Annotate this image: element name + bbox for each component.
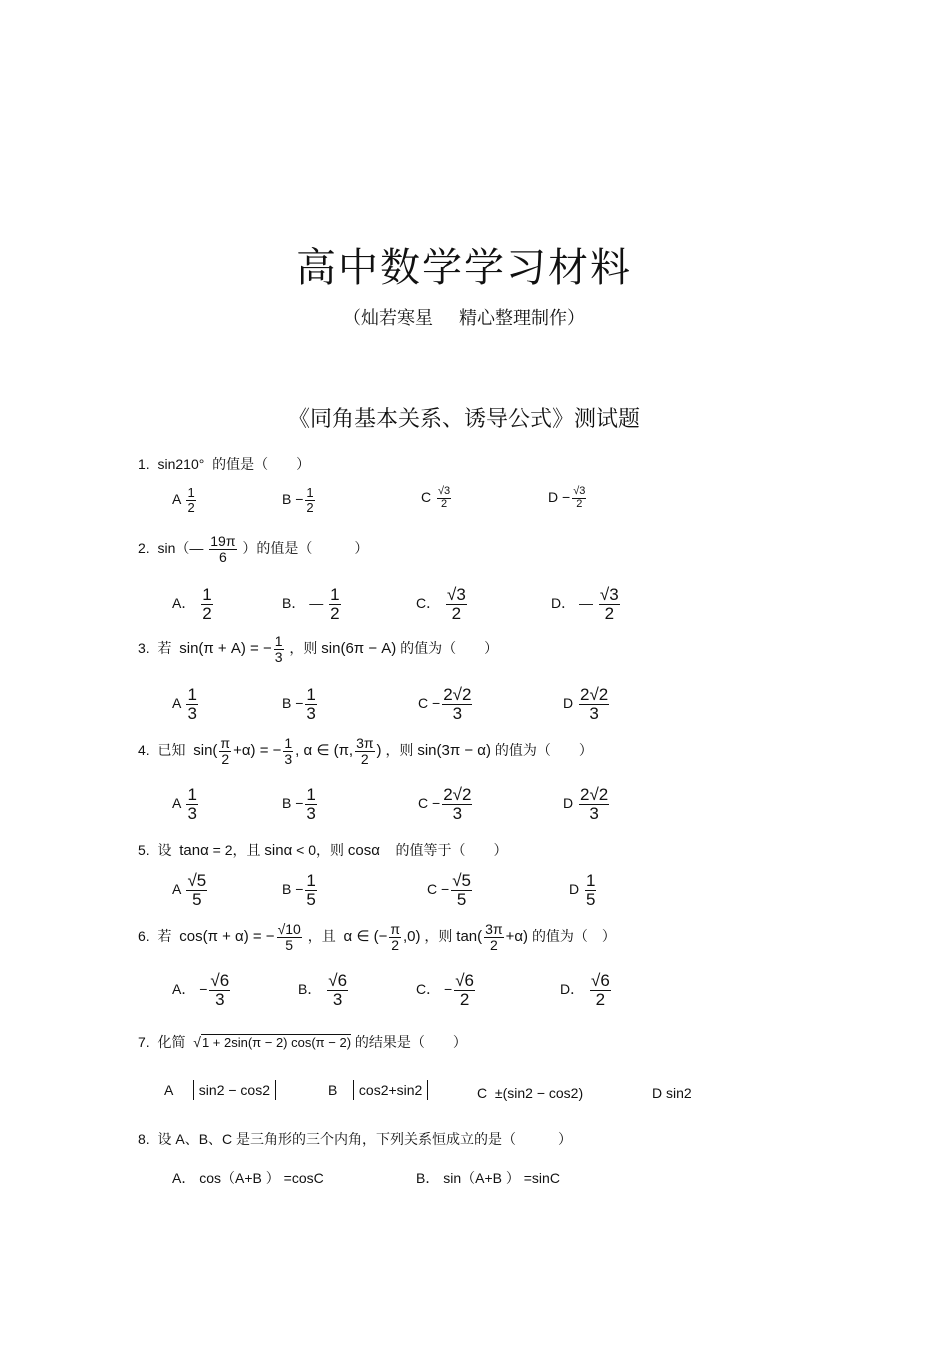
question-1 [138, 454, 310, 474]
q2-option-a[interactable] [172, 586, 215, 623]
option-label: C [421, 488, 432, 505]
option-label: D [563, 795, 574, 812]
q4-close: ) [376, 741, 382, 759]
minus-sign: − [295, 695, 304, 712]
q4-zhi: 已知 [157, 741, 186, 758]
q2-tail: ）的值是（ ） [242, 539, 369, 556]
fraction: $\frac{1}{3}$ [274, 633, 283, 665]
q1-option-b[interactable] [282, 486, 317, 514]
q8-stem: 设 A、B、C 是三角形的三个内角，下列关系恒成立的是（ ） [157, 1131, 573, 1147]
q2-number: 2. [138, 539, 150, 556]
minus-sign: − [444, 981, 453, 998]
option-label: A [164, 1082, 174, 1098]
q6-option-d[interactable] [560, 972, 613, 1009]
question-7 [138, 1032, 467, 1052]
q6-cos: cos(π + α) = − [179, 927, 275, 945]
option-label: B [282, 695, 292, 712]
q3-option-b[interactable] [282, 686, 319, 723]
option-label: C [418, 695, 429, 712]
fraction: $\frac{1}{3}$ [284, 735, 293, 767]
option-label: A [172, 795, 181, 812]
option-label: D [569, 881, 580, 898]
test-title: 《同角基本关系、诱导公式》测试题 [287, 407, 640, 432]
q1-option-a[interactable] [172, 486, 198, 514]
q4-in: , α ∈ (π, [295, 741, 354, 759]
minus-sign: − [432, 795, 441, 812]
subtitle [0, 304, 928, 330]
q5-sin: sinα [264, 842, 293, 859]
option-value: D sin2 [652, 1085, 692, 1101]
fraction: $\frac{1}{2}$ [187, 485, 195, 515]
fraction: $\frac{√6}{2}$ [591, 971, 610, 1009]
q4-tail: 的值为（ ） [494, 741, 593, 758]
q8-option-a[interactable] [172, 1168, 324, 1188]
fraction: $\frac{19\pi}{6}$ [210, 533, 236, 565]
q7-option-a[interactable] [164, 1082, 276, 1098]
q5-tail: 的值等于（ ） [395, 842, 508, 858]
option-label: C [418, 795, 429, 812]
option-label: C [477, 1085, 488, 1101]
q1-option-c[interactable] [421, 486, 453, 510]
fraction: $\frac{\pi}{2}$ [220, 735, 231, 767]
q6-zero: ,0) [403, 927, 421, 945]
minus-sign: − [441, 881, 450, 898]
fraction: $\frac{1}{3}$ [306, 685, 316, 723]
subtitle-left: （灿若寒星 [343, 308, 433, 329]
option-label: C [427, 881, 438, 898]
fraction: $\frac{2√2}{3}$ [443, 685, 472, 723]
option-label: B [282, 795, 292, 812]
fraction: $\frac{2√2}{3}$ [580, 685, 609, 723]
option-label: A． [172, 981, 196, 998]
dash-sign: — [309, 595, 324, 612]
option-label: D [548, 488, 559, 505]
q4-mid: ，则 [385, 741, 414, 758]
fraction: $\frac{1}{3}$ [187, 785, 197, 823]
option-label: A [172, 695, 181, 712]
q1-tail: 的值是（ ） [212, 456, 311, 472]
minus-sign: − [199, 981, 208, 998]
q4-sin: sin( [193, 741, 218, 759]
q6-ruo: 若 [157, 927, 172, 944]
q3-expr1: sin(π + A) = − [179, 639, 272, 657]
question-2 [138, 534, 368, 564]
option-label: B． [282, 595, 306, 612]
q6-plusa: +α) [505, 927, 529, 945]
fraction: $\frac{√5}{5}$ [187, 871, 207, 909]
q5-lt0: < 0，则 [296, 842, 345, 858]
fraction: $\frac{1}{2}$ [330, 585, 340, 623]
question-5 [138, 840, 508, 860]
fraction: $\frac{\pi}{2}$ [390, 921, 400, 953]
option-value: sin2 − cos2 [193, 1080, 276, 1100]
q7-radicand: 1 + 2sin(π − 2) cos(π − 2) [201, 1035, 352, 1050]
fraction: $\frac{√3}{2}$ [447, 585, 466, 623]
q5-tan: tanα [179, 842, 209, 859]
fraction: $\frac{√10}{5}$ [277, 921, 301, 953]
dash-sign: — [579, 595, 594, 612]
sqrt-symbol: √ [193, 1034, 201, 1050]
page-title: 高中数学学习材料 [296, 245, 632, 291]
option-label: C． [416, 981, 441, 998]
q6-in: α ∈ (− [343, 927, 388, 945]
q3-tail: 的值为（ ） [400, 639, 499, 656]
q7-hua: 化简 [157, 1034, 186, 1050]
option-label: B． [298, 981, 322, 998]
option-label: B [282, 881, 292, 898]
q5-eq2: = 2，且 [212, 842, 261, 858]
q6-option-c[interactable] [416, 972, 477, 1009]
q7-option-c[interactable] [477, 1085, 583, 1101]
q3-mid: ，则 [289, 639, 318, 656]
q1-number: 1. [138, 456, 150, 472]
question-4 [138, 736, 593, 766]
minus-sign: − [432, 695, 441, 712]
option-label: D [563, 695, 574, 712]
fraction: $\frac{√6}{3}$ [328, 971, 348, 1009]
q2-option-d[interactable] [551, 586, 622, 623]
fraction: $\frac{√3}{2}$ [599, 585, 619, 623]
q2-sin: sin（— [157, 539, 204, 556]
q3-number: 3. [138, 639, 150, 656]
option-value: A． cos（A+B ） =cosC [172, 1170, 324, 1186]
option-label: A [172, 490, 181, 507]
q5-option-d[interactable] [569, 872, 598, 909]
fraction: $\frac{√6}{3}$ [210, 971, 230, 1009]
fraction: $\frac{√5}{5}$ [452, 871, 471, 909]
q4-option-a[interactable] [172, 786, 200, 823]
q4-option-c[interactable] [418, 786, 474, 823]
q2-option-b[interactable] [282, 586, 343, 623]
q8-number: 8. [138, 1131, 150, 1147]
q4-expr2: sin(3π − α) [417, 741, 491, 759]
option-value: ±(sin2 − cos2) [494, 1085, 584, 1101]
q6-qie: ，且 [307, 927, 336, 944]
q2-option-c[interactable] [416, 586, 469, 623]
option-label: B [282, 490, 292, 507]
q5-option-a[interactable] [172, 872, 209, 909]
q1-stem: sin210° [157, 456, 205, 472]
q7-option-d[interactable] [652, 1085, 692, 1101]
q6-option-a[interactable] [172, 972, 232, 1009]
q6-mid: ，则 [424, 927, 453, 944]
option-label: A [172, 881, 181, 898]
option-label: D． [551, 595, 576, 612]
q6-tan: tan( [456, 927, 483, 945]
q5-option-c[interactable] [427, 872, 474, 909]
fraction: $\frac{1}{5}$ [306, 871, 316, 909]
fraction: $\frac{1}{3}$ [187, 685, 197, 723]
q7-option-b[interactable] [328, 1082, 428, 1098]
q7-tail: 的结果是（ ） [354, 1034, 467, 1050]
q8-option-b[interactable] [416, 1168, 560, 1188]
fraction: $\frac{1}{2}$ [306, 485, 314, 515]
fraction: $\frac{2√2}{3}$ [580, 785, 609, 823]
fraction: $\frac{3\pi}{2}$ [356, 735, 374, 767]
fraction: $\frac{1}{3}$ [306, 785, 316, 823]
q4-option-b[interactable] [282, 786, 319, 823]
option-value: B． sin（A+B ） =sinC [416, 1170, 560, 1186]
q1-option-d[interactable] [548, 486, 588, 510]
question-8 [138, 1129, 572, 1149]
option-label: C． [416, 595, 441, 612]
fraction: $\frac{3\pi}{2}$ [485, 921, 503, 953]
q3-expr2: sin(6π − A) [321, 639, 397, 657]
q3-option-c[interactable] [418, 686, 474, 723]
option-label: A． [172, 595, 196, 612]
fraction: $\frac{1}{5}$ [586, 871, 596, 909]
fraction: $\frac{√6}{2}$ [455, 971, 474, 1009]
question-6 [138, 922, 616, 952]
minus-sign: − [562, 488, 571, 505]
fraction: $\frac{√3}{2}$ [438, 485, 451, 510]
option-label: D． [560, 981, 585, 998]
minus-sign: − [295, 795, 304, 812]
q4-plusa: +α) = − [233, 741, 282, 759]
q6-option-b[interactable] [298, 972, 350, 1009]
q3-option-d[interactable] [563, 686, 611, 723]
q4-number: 4. [138, 741, 150, 758]
subtitle-right: 精心整理制作） [459, 308, 585, 329]
option-value: cos2+sin2 [353, 1080, 428, 1100]
question-3 [138, 634, 498, 664]
q5-she: 设 [157, 842, 172, 858]
q7-number: 7. [138, 1034, 150, 1050]
q5-option-b[interactable] [282, 872, 319, 909]
q6-tail: 的值为（ ） [531, 927, 616, 944]
fraction: $\frac{√3}{2}$ [573, 485, 586, 510]
option-label: B [328, 1082, 338, 1098]
q4-option-d[interactable] [563, 786, 611, 823]
fraction: $\frac{1}{2}$ [202, 585, 212, 623]
q5-number: 5. [138, 842, 150, 858]
q6-number: 6. [138, 927, 150, 944]
minus-sign: − [295, 490, 304, 507]
q3-option-a[interactable] [172, 686, 200, 723]
fraction: $\frac{2√2}{3}$ [443, 785, 472, 823]
q3-ruo: 若 [157, 639, 172, 656]
minus-sign: − [295, 881, 304, 898]
q5-cos: cosα [347, 842, 380, 859]
